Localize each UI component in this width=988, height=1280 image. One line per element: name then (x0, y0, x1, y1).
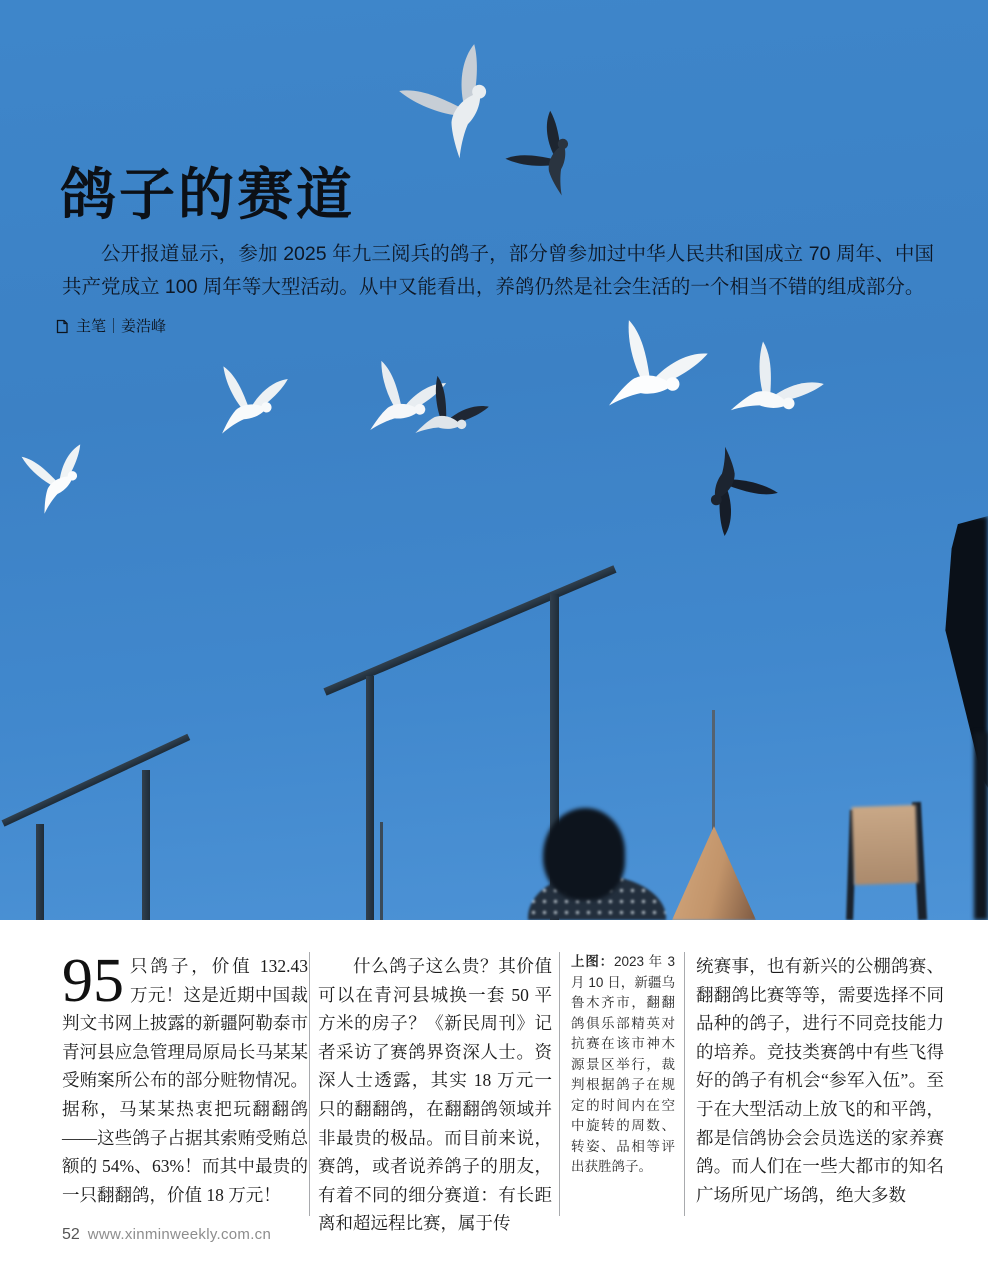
footer-page-number: 52 (62, 1226, 80, 1243)
column-2 (318, 952, 552, 1238)
byline-text: 主笔｜姜浩峰 (76, 318, 167, 335)
footer-website: www.xinminweekly.com.cn (87, 1226, 272, 1243)
railing-middle-post-1 (366, 676, 374, 920)
sign-board (852, 805, 919, 885)
column-2-text: 什么鸽子这么贵？其价值可以在青河县城换一套 50 平方米的房子？《新民周刊》记者采访了赛鸽界资深人士。资深人士透露，其实 18 万元一只的翻翻鸽，在翻翻鸽领域并非最贵的极品。而目前来说，赛鸽，或者说养鸽子的朋友，有着不同的细分赛道：有长距离和超远程比赛，属于传 (318, 956, 552, 1234)
pigeon-icon (723, 341, 826, 444)
railing-left-post-1 (36, 824, 44, 920)
pigeon-icon (680, 441, 777, 538)
caption-label: 上图： (571, 954, 614, 969)
column-divider-3 (684, 952, 685, 1216)
pigeon-icon (399, 40, 523, 164)
page-footer (62, 1226, 271, 1244)
column-1 (62, 947, 308, 1209)
person-head (543, 808, 625, 900)
dropcap: 95 (62, 947, 124, 1015)
column-4 (696, 952, 944, 1209)
pigeon-icon (22, 441, 96, 515)
column-1-text: 只鸽子，价值 132.43 万元！这是近期中国裁判文书网上披露的新疆阿勒泰市青河县应急管理局原局长马某某受贿案所公布的部分赃物情况。据称，马某某热衷把玩翻翻鸽——这些鸽子占据其索贿受贿总额的 54%、63%！而其中最贵的一只翻翻鸽，价值 18 万元！ (62, 956, 308, 1205)
column-4-text: 统赛事，也有新兴的公棚鸽赛、翻翻鸽比赛等等，需要选择不同品种的鸽子，进行不同竞技能力的培养。竞技类赛鸽中有些飞得好的鸽子有机会“参军入伍”。至于在大型活动上放飞的和平鸽，都是信鸽协会会员选送的家养赛鸽。而人们在一些大都市的知名广场所见广场鸽，绝大多数 (696, 956, 944, 1205)
dark-edge-strip (974, 732, 988, 920)
article-title: 鸽子的赛道 (60, 165, 355, 227)
pigeon-icon (214, 366, 288, 441)
pigeon-icon (409, 376, 490, 458)
thin-rod (380, 822, 383, 920)
caption-text: 2023 年 3 月 10 日，新疆乌鲁木齐市，翻翻鸽俱乐部精英对抗赛在该市神木源景区举行，裁判根据鸽子在规定的时间内在空中旋转的周数、转姿、品相等评出获胜鸽子。 (571, 954, 676, 1174)
column-divider-2 (559, 952, 560, 1216)
photo-caption (571, 952, 675, 1178)
column-divider-1 (309, 952, 310, 1216)
railing-left-post-2 (142, 770, 150, 920)
pigeon-icon (362, 361, 447, 447)
byline (55, 315, 166, 336)
cone-antenna-rod (712, 710, 715, 830)
pigeon-icon (599, 320, 709, 431)
pigeon-icon (505, 109, 598, 202)
standfirst: 公开报道显示，参加 2025 年九三阅兵的鸽子，部分曾参加过中华人民共和国成立 70 周年、中国共产党成立 100 周年等大型活动。从中又能看出，养鸽仍然是社会生活的一个相当不错的组成部分。 (62, 243, 934, 298)
pen-page-icon (55, 318, 69, 334)
